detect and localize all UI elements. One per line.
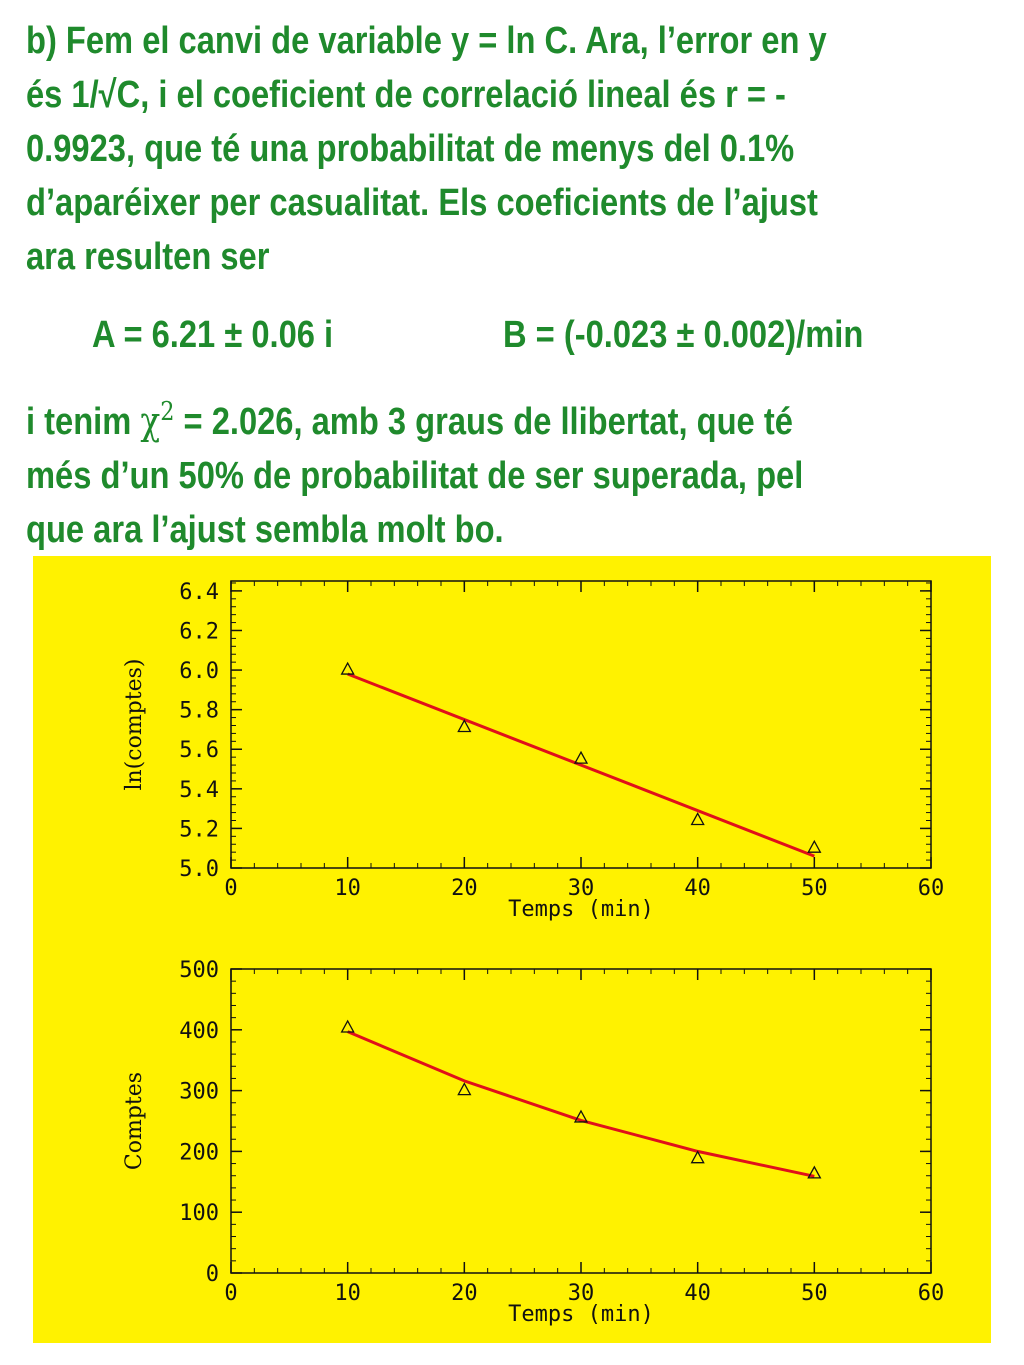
paragraph-1 [26,14,827,284]
plot-frame [231,581,931,868]
plots-panel [33,556,991,1343]
fit-line [348,674,815,856]
y-tick-label: 300 [179,1079,219,1105]
x-tick-label: 40 [684,876,711,901]
x-tick-label: 50 [801,876,828,901]
y-tick-label: 100 [179,1201,219,1227]
data-point [692,813,704,824]
coefficient-a: A = 6.21 ± 0.06 i [92,314,334,356]
chi-prefix: i tenim [26,401,141,443]
chi-letter: χ [140,399,161,443]
y-tick-label: 500 [179,958,219,983]
x-tick-label: 20 [451,1281,478,1306]
coefficient-b: B = (-0.023 ± 0.002)/min [503,314,864,356]
data-point [575,752,587,763]
y-axis-label: Comptes [122,1071,147,1171]
y-axis-label: ln(comptes) [122,658,147,791]
y-tick-label: 5.8 [179,698,219,724]
paragraph-2-line-3: que ara l’ajust sembla molt bo. [26,509,504,551]
x-tick-label: 10 [334,1281,361,1306]
data-point [342,1021,354,1032]
chi-symbol [140,399,174,443]
x-tick-label: 30 [567,876,595,901]
y-tick-label: 200 [179,1140,219,1166]
y-tick-label: 5.0 [179,857,219,882]
y-tick-label: 0 [205,1262,219,1287]
x-tick-label: 50 [801,1281,828,1306]
paragraph-2-line-1 [26,394,803,449]
paragraph-1-line: és 1/√C, i el coeficient de correlació lineal és r = - [26,74,786,116]
paragraph-1-line: 0.9923, que té una probabilitat de menys del 0.1% [26,128,795,170]
x-tick-label: 0 [224,1281,238,1306]
paragraph-1-line: b) Fem el canvi de variable y = ln C. Ara, l’error en y [26,20,827,62]
x-tick-label: 20 [451,876,478,901]
data-point [808,841,820,852]
paragraph-1-line: ara resulten ser [26,236,270,278]
paragraph-2-line-2: més d’un 50% de probabilitat de ser superada, pel [26,455,804,497]
data-point [342,663,354,674]
y-tick-label: 5.2 [179,817,219,843]
chart-counts [33,941,991,1341]
y-tick-label: 6.4 [179,579,219,605]
y-tick-label: 6.0 [179,659,219,685]
x-tick-label: 0 [224,876,238,901]
y-tick-label: 5.6 [179,738,219,764]
y-tick-label: 5.4 [179,777,219,803]
fit-line [348,1032,815,1177]
chi-suffix: = 2.026, amb 3 graus de llibertat, que té [174,401,793,443]
x-axis-label: Temps (min) [508,897,654,922]
y-tick-label: 400 [179,1018,219,1044]
x-tick-label: 40 [684,1281,711,1306]
x-axis-label: Temps (min) [508,1302,654,1327]
x-tick-label: 60 [917,1281,945,1306]
paragraph-1-line: d’aparéixer per casualitat. Els coeficients de l’ajust [26,182,818,224]
paragraph-2 [26,394,803,557]
x-tick-label: 10 [334,876,361,901]
x-tick-label: 30 [567,1281,595,1306]
x-tick-label: 60 [917,876,945,901]
chi-exponent: 2 [160,397,175,427]
y-tick-label: 6.2 [179,619,219,645]
chart-log-counts [33,556,991,936]
data-point [458,1084,470,1095]
